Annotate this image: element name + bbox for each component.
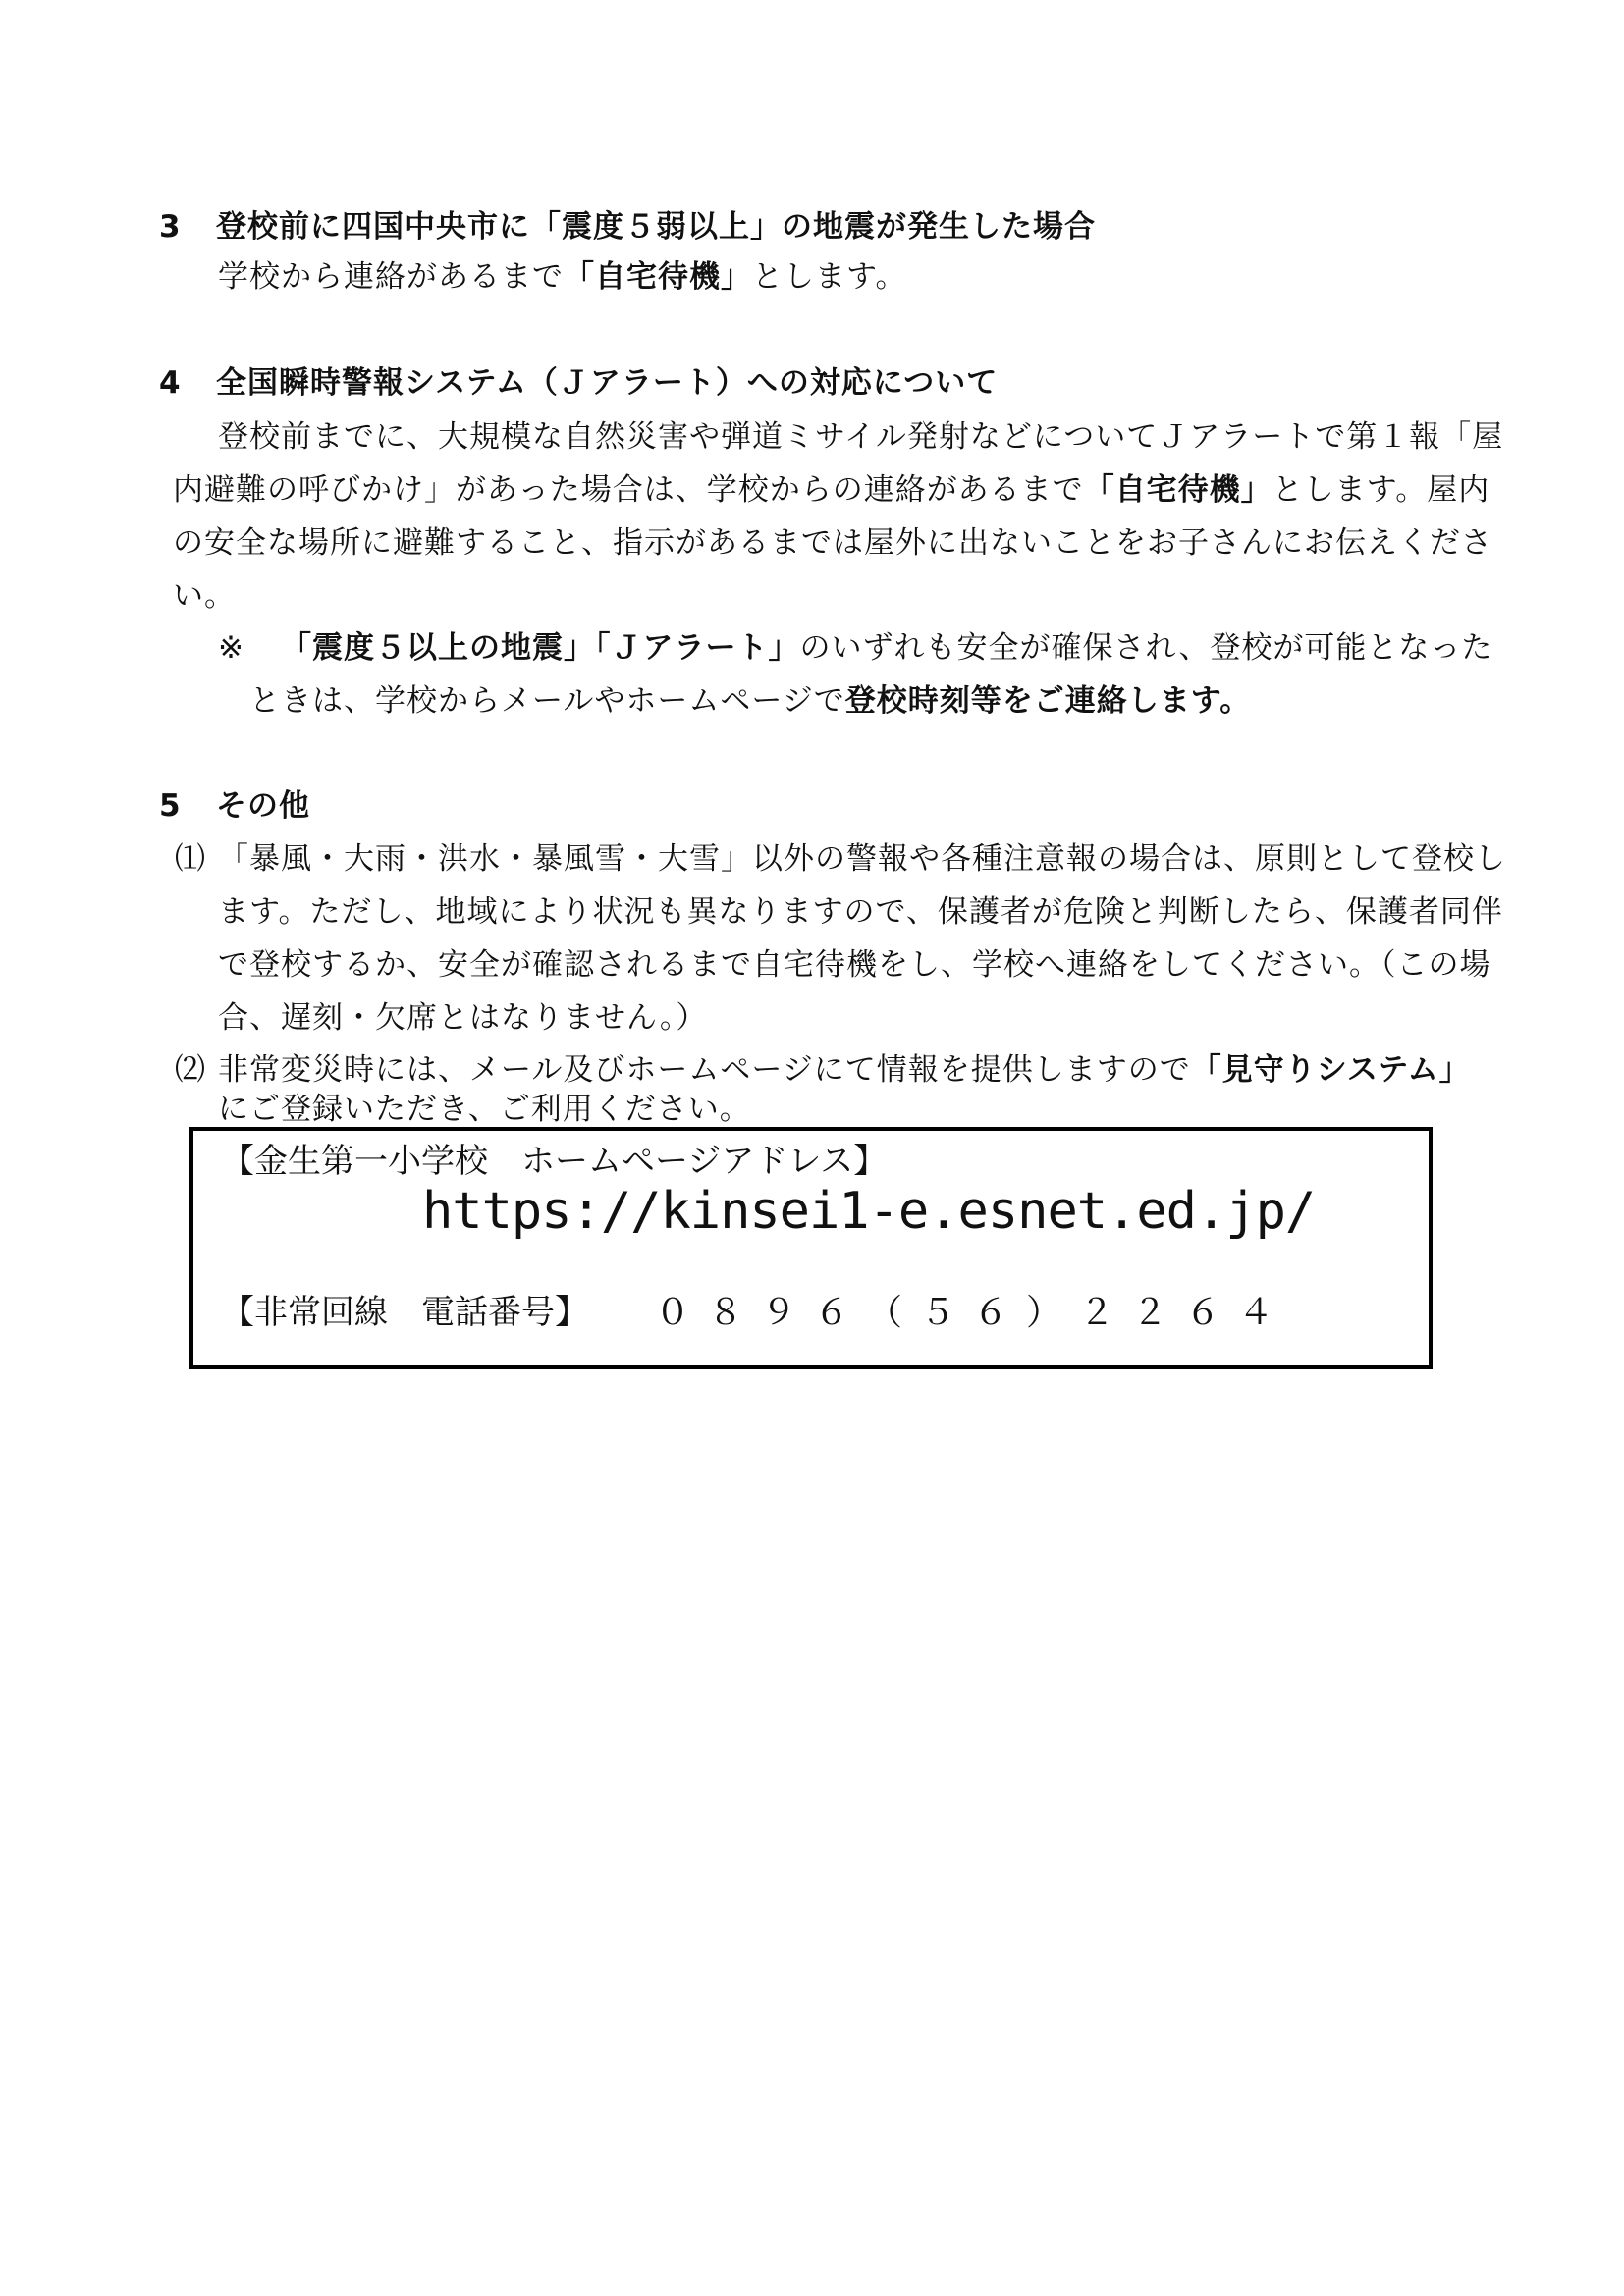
emphasis-text: 登校時刻等をご連絡します。 [844,683,1252,719]
section-title: 全国瞬時警報システム（Ｊアラート）への対応について [216,365,999,400]
list-marker: ⑵ [175,1052,206,1088]
section-5-item-1-line-3: で登校するか、安全が確認されるまで自宅待機をし、学校へ連絡をしてください。（この場 [218,947,1491,983]
section-4-note-line-1 [218,630,1493,666]
emphasis-text: 「震度５以上の地震」「Ｊアラート」 [281,630,800,666]
section-4-line-2 [173,472,1490,507]
emphasis-text: 「自宅待機」 [564,259,752,294]
section-5-item-1-line-2: ます。ただし、地域により状況も異なりますので、保護者が危険と判断したら、保護者同伴 [218,894,1503,930]
section-3-body [218,259,907,294]
section-number: 3 [159,209,182,244]
homepage-label: 【金生第一小学校 ホームページアドレス】 [221,1142,888,1181]
section-number: 4 [159,365,182,400]
phone-label: 【非常回線 電話番号】 [221,1293,588,1332]
emphasis-text: 「自宅待機」 [1083,472,1272,507]
section-5-item-1-line-4: 合、遅刻・欠席とはなりません。） [218,1000,708,1036]
body-text: 「暴風・大雨・洪水・暴風雪・大雪」以外の警報や各種注意報の場合は、原則として登校し [218,841,1506,877]
section-5-heading [159,788,310,824]
section-5-item-2-line-1 [175,1052,1471,1088]
section-4-line-4: い。 [173,578,236,614]
body-text: のいずれも安全が確保され、登校が可能となった [799,630,1493,666]
emphasis-text: 「見守りシステム」 [1190,1052,1471,1088]
section-4-heading [159,365,999,400]
body-text: 学校から連絡があるまで [218,259,564,294]
body-text: ときは、学校からメールやホームページで [249,683,845,719]
section-title: その他 [216,788,310,824]
section-number: 5 [159,788,182,824]
phone-number: ０８９６（５６）２２６４ [655,1293,1292,1333]
section-4-line-1: 登校前までに、大規模な自然災害や弾道ミサイル発射などについてＪアラートで第１報「屋 [218,419,1504,454]
section-4-note-line-2 [249,683,1252,719]
note-mark: ※ [218,630,244,666]
list-marker: ⑴ [175,841,206,877]
section-5-item-1-line-1 [175,841,1506,877]
section-title: 登校前に四国中央市に「震度５弱以上」の地震が発生した場合 [216,209,1096,244]
body-text: とします。屋内 [1272,472,1490,507]
section-4-line-3: の安全な場所に避難すること、指示があるまでは屋外に出ないことをお子さんにお伝えくださ [173,525,1492,561]
body-text: 内避難の呼びかけ」があった場合は、学校からの連絡があるまで [173,472,1084,507]
section-5-item-2-line-2: にご登録いただき、ご利用ください。 [218,1092,751,1127]
section-3-heading [159,209,1096,244]
contact-info-box [189,1127,1433,1369]
body-text: 非常変災時には、メール及びホームページにて情報を提供しますので [218,1052,1191,1088]
body-text: とします。 [752,259,907,294]
homepage-url-link[interactable]: https://kinsei1-e.esnet.ed.jp/ [422,1182,1316,1241]
